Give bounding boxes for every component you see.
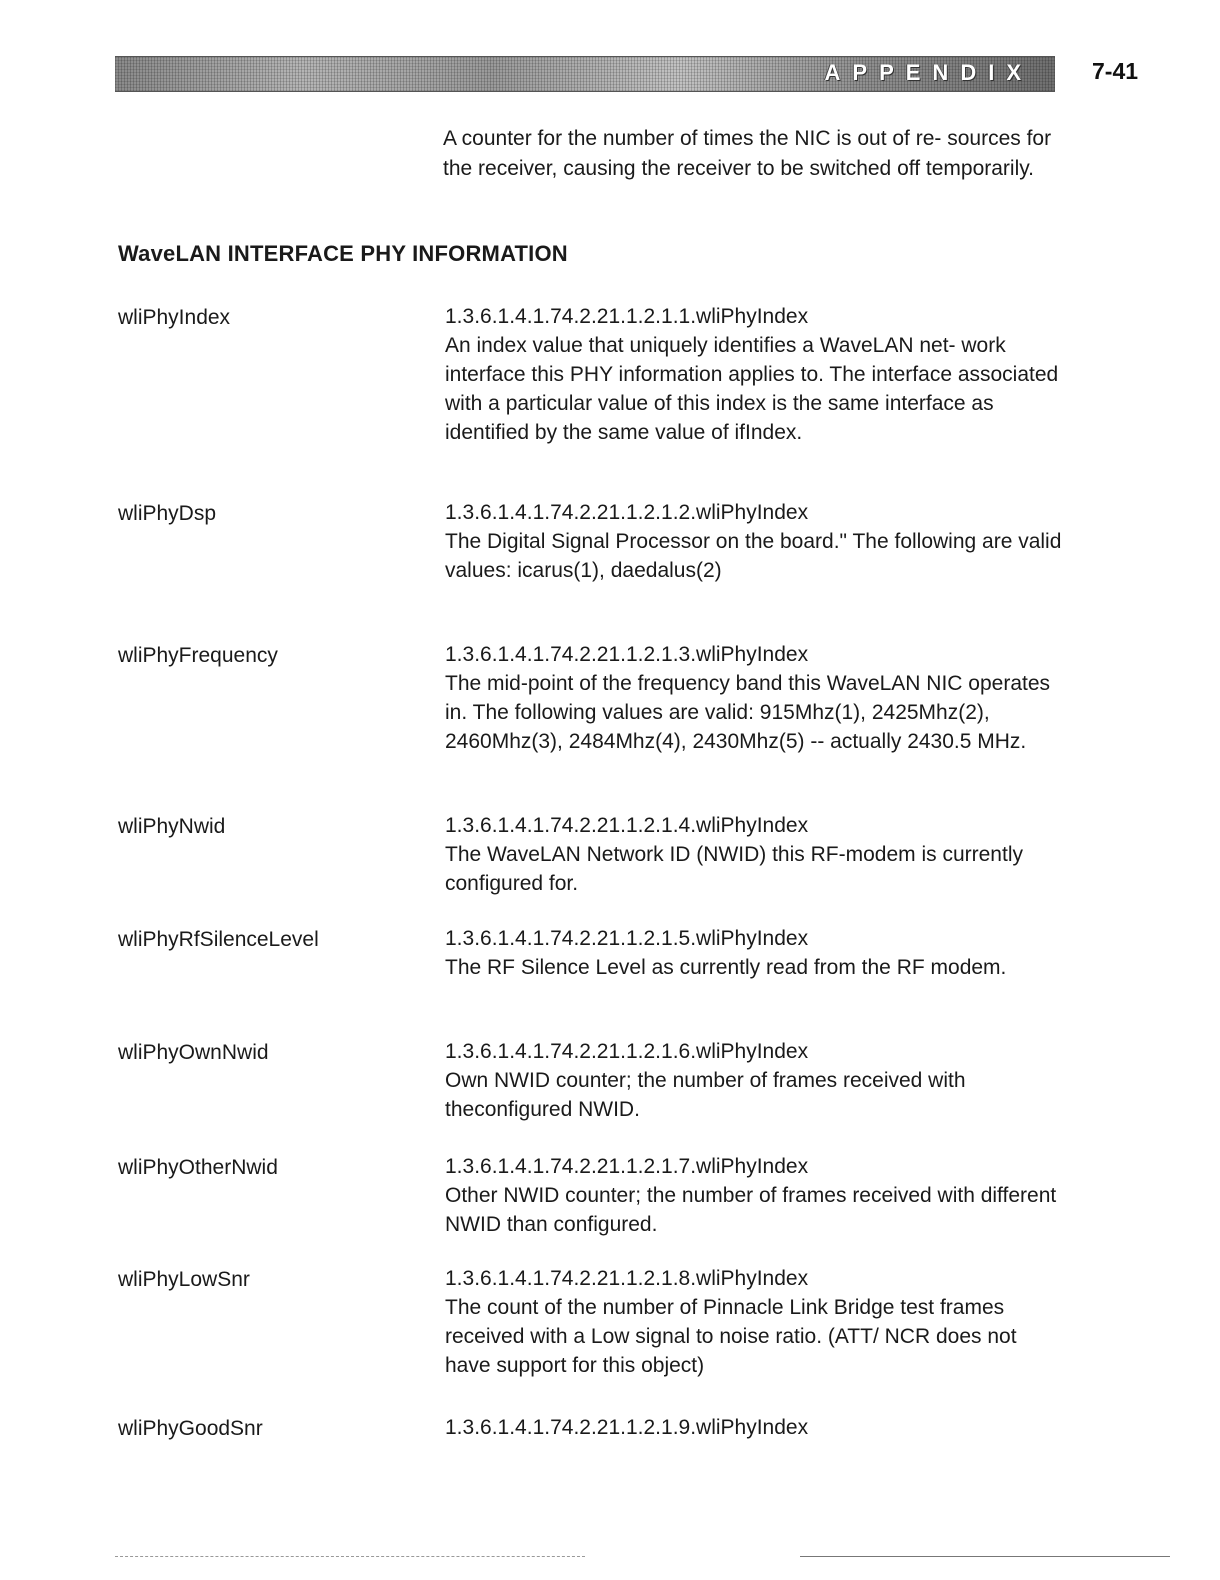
appendix-label: APPENDIX xyxy=(824,60,1033,85)
entry-name: wliPhyFrequency xyxy=(118,644,278,667)
entry-oid: 1.3.6.1.4.1.74.2.21.1.2.1.6.wliPhyIndex xyxy=(445,1040,809,1063)
entry-description: The Digital Signal Processor on the board." The following are valid values: icarus(1), daedalus(2) xyxy=(445,530,1062,582)
entry-name: wliPhyDsp xyxy=(118,502,217,525)
entry-body xyxy=(445,302,1065,447)
entry-description: An index value that uniquely identifies a WaveLAN net- work interface this PHY information applies to. The interface associated with a particular value of this index is the same interface as identified by the same value of ifIndex. xyxy=(445,334,1059,444)
entry-description: The RF Silence Level as currently read from the RF modem. xyxy=(445,956,1007,979)
entry-name: wliPhyNwid xyxy=(118,815,226,838)
entry-body xyxy=(445,1413,1065,1442)
entry-description: The mid-point of the frequency band this WaveLAN NIC operates in. The following values are valid: 915Mhz(1), 2425Mhz(2), 2460Mhz(3), 2484Mhz(4), 2430Mhz(5) -- actually 2430.5 MHz. xyxy=(445,672,1051,753)
appendix-header-bar xyxy=(115,56,1055,92)
entry-body xyxy=(445,498,1065,585)
entry-body xyxy=(445,811,1065,898)
entry-oid: 1.3.6.1.4.1.74.2.21.1.2.1.8.wliPhyIndex xyxy=(445,1267,809,1290)
entry-oid: 1.3.6.1.4.1.74.2.21.1.2.1.3.wliPhyIndex xyxy=(445,643,809,666)
entry-oid: 1.3.6.1.4.1.74.2.21.1.2.1.4.wliPhyIndex xyxy=(445,814,809,837)
entry-body xyxy=(445,640,1065,756)
entry-description: Other NWID counter; the number of frames received with different NWID than configured. xyxy=(445,1184,1057,1236)
footer-scan-rule-left xyxy=(115,1556,585,1557)
intro-paragraph: A counter for the number of times the NIC is out of re- sources for the receiver, causing the receiver to be switched off temporarily. xyxy=(443,127,1052,180)
entry-oid: 1.3.6.1.4.1.74.2.21.1.2.1.7.wliPhyIndex xyxy=(445,1155,809,1178)
entry-description: The WaveLAN Network ID (NWID) this RF-modem is currently configured for. xyxy=(445,843,1023,895)
entry-name: wliPhyOtherNwid xyxy=(118,1156,278,1179)
page-number: 7-41 xyxy=(1092,58,1139,84)
footer-scan-rule-right xyxy=(800,1556,1170,1557)
entry-description: The count of the number of Pinnacle Link Bridge test frames received with a Low signal to noise ratio. (ATT/ NCR does not have support for this object) xyxy=(445,1296,1017,1377)
entry-name: wliPhyOwnNwid xyxy=(118,1041,269,1064)
entry-oid: 1.3.6.1.4.1.74.2.21.1.2.1.1.wliPhyIndex xyxy=(445,305,809,328)
entry-body xyxy=(445,1152,1065,1239)
entry-name: wliPhyRfSilenceLevel xyxy=(118,928,319,951)
entry-oid: 1.3.6.1.4.1.74.2.21.1.2.1.5.wliPhyIndex xyxy=(445,927,809,950)
entry-body xyxy=(445,1037,1065,1124)
section-heading: WaveLAN INTERFACE PHY INFORMATION xyxy=(118,241,568,266)
entry-name: wliPhyLowSnr xyxy=(118,1268,250,1291)
entry-oid: 1.3.6.1.4.1.74.2.21.1.2.1.9.wliPhyIndex xyxy=(445,1416,809,1439)
entry-oid: 1.3.6.1.4.1.74.2.21.1.2.1.2.wliPhyIndex xyxy=(445,501,809,524)
entry-name: wliPhyGoodSnr xyxy=(118,1417,263,1440)
entry-name: wliPhyIndex xyxy=(118,306,231,329)
entry-description: Own NWID counter; the number of frames received with theconfigured NWID. xyxy=(445,1069,966,1121)
entry-body xyxy=(445,924,1065,982)
entry-body xyxy=(445,1264,1065,1380)
